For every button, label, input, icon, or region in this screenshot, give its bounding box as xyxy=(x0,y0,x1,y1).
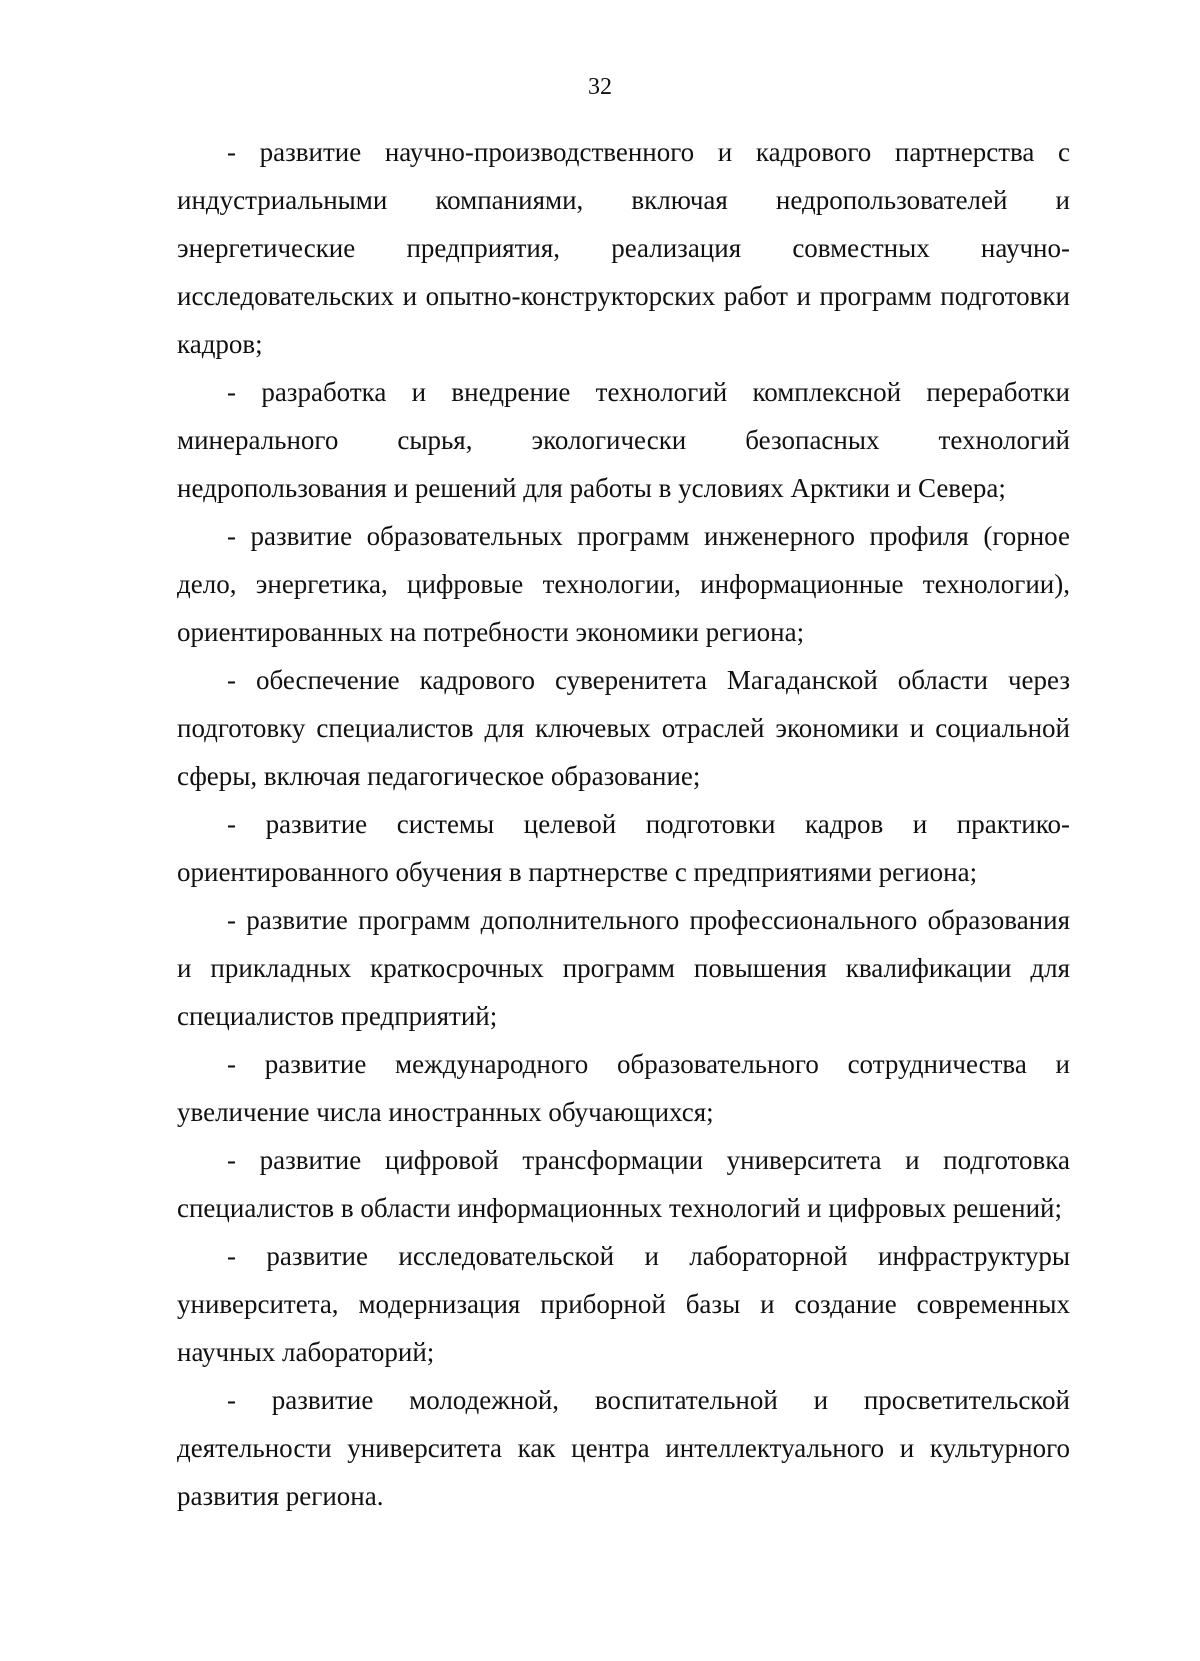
list-item: - развитие образовательных программ инженерного профиля (горное дело, энергетика, цифровые технологии, информационные технологии), ориентированных на потребности экономики региона; xyxy=(177,521,1070,647)
list-item: - развитие цифровой трансформации университета и подготовка специалистов в области информационных технологий и цифровых решений; xyxy=(177,1145,1070,1223)
list-item: - развитие системы целевой подготовки кадров и практико-ориентированного обучения в партнерстве с предприятиями региона; xyxy=(177,809,1070,887)
list-item: - развитие международного образовательного сотрудничества и увеличение числа иностранных обучающихся; xyxy=(177,1049,1070,1127)
document-body xyxy=(177,128,1070,1520)
list-item: - развитие программ дополнительного профессионального образования и прикладных краткосрочных программ повышения квалификации для специалистов предприятий; xyxy=(177,905,1070,1031)
list-item: - развитие исследовательской и лабораторной инфраструктуры университета, модернизация приборной базы и создание современных научных лабораторий; xyxy=(177,1241,1070,1367)
list-item: - развитие научно-производственного и кадрового партнерства с индустриальными компаниями, включая недропользователей и энергетические предприятия, реализация совместных научно-исследовательских и опытно-конструкторских работ и программ подготовки кадров; xyxy=(177,137,1070,359)
list-item: - разработка и внедрение технологий комплексной переработки минерального сырья, экологически безопасных технологий недропользования и решений для работы в условиях Арктики и Севера; xyxy=(177,377,1070,503)
list-item: - развитие молодежной, воспитательной и просветительской деятельности университета как центра интеллектуального и культурного развития региона. xyxy=(177,1385,1070,1511)
page-number: 32 xyxy=(588,74,612,100)
list-item: - обеспечение кадрового суверенитета Магаданской области через подготовку специалистов для ключевых отраслей экономики и социальной сферы, включая педагогическое образование; xyxy=(177,665,1070,791)
